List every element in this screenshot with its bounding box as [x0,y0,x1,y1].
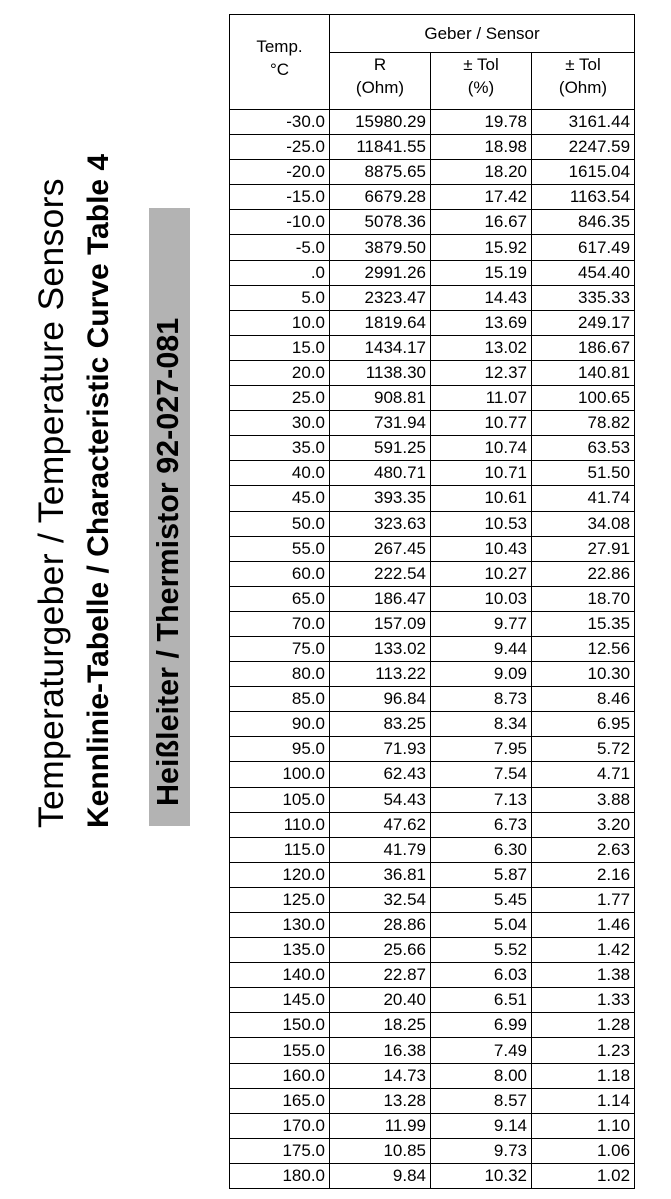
cell-temperature: 95.0 [230,737,330,762]
table-row [230,260,635,285]
table-row [230,185,635,210]
header-sensor-group: Geber / Sensor [330,15,635,53]
cell-tolerance-ohm: 1.14 [532,1088,635,1113]
cell-tolerance-ohm: 1.18 [532,1063,635,1088]
cell-temperature: 15.0 [230,335,330,360]
cell-resistance: 480.71 [330,461,431,486]
cell-temperature: 70.0 [230,611,330,636]
cell-tolerance-percent: 18.20 [431,160,532,185]
cell-tolerance-ohm: 8.46 [532,687,635,712]
cell-tolerance-ohm: 51.50 [532,461,635,486]
cell-temperature: 45.0 [230,486,330,511]
table-row [230,110,635,135]
cell-resistance: 28.86 [330,913,431,938]
cell-temperature: 125.0 [230,887,330,912]
cell-tolerance-percent: 9.14 [431,1113,532,1138]
table-row [230,837,635,862]
table-row [230,511,635,536]
cell-temperature: 10.0 [230,310,330,335]
cell-tolerance-ohm: 1.28 [532,1013,635,1038]
cell-tolerance-ohm: 22.86 [532,561,635,586]
cell-resistance: 1138.30 [330,360,431,385]
cell-resistance: 14.73 [330,1063,431,1088]
table-row [230,611,635,636]
header-tolerance-ohm [532,53,635,110]
cell-tolerance-ohm: 1.46 [532,913,635,938]
cell-temperature: 85.0 [230,687,330,712]
table-row [230,436,635,461]
cell-tolerance-ohm: 1163.54 [532,185,635,210]
header-tolo-label: ± Tol [565,55,601,74]
cell-tolerance-ohm: 2.63 [532,837,635,862]
cell-temperature: 90.0 [230,712,330,737]
cell-tolerance-ohm: 1.33 [532,988,635,1013]
cell-resistance: 3879.50 [330,235,431,260]
cell-tolerance-percent: 12.37 [431,360,532,385]
cell-tolerance-percent: 5.52 [431,938,532,963]
cell-resistance: 10.85 [330,1138,431,1163]
table-row [230,1013,635,1038]
table-row [230,913,635,938]
cell-tolerance-ohm: 10.30 [532,662,635,687]
cell-tolerance-ohm: 78.82 [532,411,635,436]
characteristic-curve-table [229,14,634,1199]
cell-temperature: 25.0 [230,386,330,411]
cell-tolerance-ohm: 34.08 [532,511,635,536]
cell-resistance: 20.40 [330,988,431,1013]
table-row [230,536,635,561]
cell-tolerance-ohm: 100.65 [532,386,635,411]
cell-resistance: 62.43 [330,762,431,787]
cell-tolerance-percent: 8.00 [431,1063,532,1088]
cell-tolerance-ohm: 3.88 [532,787,635,812]
cell-tolerance-percent: 13.69 [431,310,532,335]
cell-temperature: 100.0 [230,762,330,787]
cell-tolerance-percent: 10.74 [431,436,532,461]
table-row [230,235,635,260]
cell-tolerance-ohm: 249.17 [532,310,635,335]
cell-temperature: -10.0 [230,210,330,235]
table-row [230,1113,635,1138]
cell-tolerance-percent: 8.34 [431,712,532,737]
cell-resistance: 15980.29 [330,110,431,135]
cell-temperature: 35.0 [230,436,330,461]
cell-tolerance-ohm: 5.72 [532,737,635,762]
cell-tolerance-ohm: 186.67 [532,335,635,360]
cell-resistance: 113.22 [330,662,431,687]
cell-temperature: 50.0 [230,511,330,536]
cell-temperature: 20.0 [230,360,330,385]
cell-tolerance-percent: 5.45 [431,887,532,912]
header-tolp-unit: (%) [467,78,495,97]
cell-resistance: 2323.47 [330,285,431,310]
cell-tolerance-percent: 10.77 [431,411,532,436]
cell-tolerance-percent: 10.43 [431,536,532,561]
cell-temperature: 135.0 [230,938,330,963]
cell-tolerance-ohm: 1.02 [532,1163,635,1188]
cell-temperature: 60.0 [230,561,330,586]
table-row [230,160,635,185]
title-line-2: Kennlinie-Tabelle / Characteristic Curve Table 4 [82,153,115,828]
cell-temperature: -20.0 [230,160,330,185]
cell-tolerance-percent: 6.03 [431,963,532,988]
cell-resistance: 36.81 [330,862,431,887]
table-row [230,887,635,912]
cell-tolerance-ohm: 63.53 [532,436,635,461]
table-row [230,662,635,687]
table-row [230,762,635,787]
cell-resistance: 5078.36 [330,210,431,235]
cell-temperature: 155.0 [230,1038,330,1063]
cell-tolerance-ohm: 1.10 [532,1113,635,1138]
cell-temperature: -15.0 [230,185,330,210]
cell-tolerance-percent: 6.73 [431,812,532,837]
cell-tolerance-percent: 9.44 [431,636,532,661]
cell-resistance: 591.25 [330,436,431,461]
table-row [230,938,635,963]
cell-tolerance-ohm: 335.33 [532,285,635,310]
cell-tolerance-percent: 17.42 [431,185,532,210]
table-row [230,862,635,887]
table-body [230,110,635,1189]
cell-tolerance-percent: 19.78 [431,110,532,135]
table-row [230,386,635,411]
table-row [230,486,635,511]
cell-tolerance-percent: 14.43 [431,285,532,310]
table-row [230,561,635,586]
cell-tolerance-percent: 10.27 [431,561,532,586]
thermistor-label: Heißleiter / Thermistor 92-027-081 [151,317,185,806]
header-temp-unit: °C [269,60,290,79]
cell-tolerance-ohm: 2.16 [532,862,635,887]
cell-resistance: 908.81 [330,386,431,411]
cell-tolerance-percent: 9.73 [431,1138,532,1163]
cell-resistance: 25.66 [330,938,431,963]
cell-tolerance-ohm: 3.20 [532,812,635,837]
cell-resistance: 54.43 [330,787,431,812]
cell-resistance: 731.94 [330,411,431,436]
cell-tolerance-ohm: 15.35 [532,611,635,636]
cell-tolerance-percent: 11.07 [431,386,532,411]
cell-tolerance-ohm: 1615.04 [532,160,635,185]
cell-tolerance-ohm: 18.70 [532,586,635,611]
cell-temperature: 40.0 [230,461,330,486]
cell-tolerance-ohm: 454.40 [532,260,635,285]
header-resistance [330,53,431,110]
cell-tolerance-percent: 16.67 [431,210,532,235]
cell-resistance: 96.84 [330,687,431,712]
cell-tolerance-percent: 6.51 [431,988,532,1013]
cell-tolerance-ohm: 1.38 [532,963,635,988]
cell-resistance: 9.84 [330,1163,431,1188]
header-tolerance-percent [431,53,532,110]
table-row [230,737,635,762]
cell-tolerance-percent: 5.04 [431,913,532,938]
header-tolp-label: ± Tol [463,55,499,74]
cell-temperature: 145.0 [230,988,330,1013]
table-row [230,787,635,812]
cell-tolerance-ohm: 1.23 [532,1038,635,1063]
cell-resistance: 32.54 [330,887,431,912]
cell-resistance: 83.25 [330,712,431,737]
cell-temperature: 130.0 [230,913,330,938]
cell-temperature: 80.0 [230,662,330,687]
cell-tolerance-percent: 8.57 [431,1088,532,1113]
cell-tolerance-percent: 6.99 [431,1013,532,1038]
cell-tolerance-ohm: 1.42 [532,938,635,963]
cell-tolerance-ohm: 12.56 [532,636,635,661]
table-row [230,1038,635,1063]
table-row [230,335,635,360]
cell-temperature: .0 [230,260,330,285]
table-row [230,135,635,160]
table-row [230,687,635,712]
cell-tolerance-percent: 10.71 [431,461,532,486]
cell-temperature: 65.0 [230,586,330,611]
cell-temperature: -5.0 [230,235,330,260]
cell-temperature: 120.0 [230,862,330,887]
cell-tolerance-percent: 7.13 [431,787,532,812]
table-row [230,1063,635,1088]
table-row [230,360,635,385]
cell-resistance: 393.35 [330,486,431,511]
cell-tolerance-ohm: 617.49 [532,235,635,260]
header-r-label: R [373,55,387,74]
cell-resistance: 16.38 [330,1038,431,1063]
cell-resistance: 157.09 [330,611,431,636]
cell-resistance: 8875.65 [330,160,431,185]
cell-resistance: 47.62 [330,812,431,837]
cell-resistance: 11.99 [330,1113,431,1138]
cell-tolerance-percent: 9.09 [431,662,532,687]
table-row [230,586,635,611]
header-tolo-unit: (Ohm) [558,78,608,97]
cell-tolerance-percent: 18.98 [431,135,532,160]
cell-tolerance-ohm: 1.06 [532,1138,635,1163]
cell-temperature: 165.0 [230,1088,330,1113]
cell-tolerance-percent: 13.02 [431,335,532,360]
table-row [230,411,635,436]
cell-temperature: 75.0 [230,636,330,661]
cell-tolerance-percent: 7.49 [431,1038,532,1063]
table-row [230,310,635,335]
cell-tolerance-percent: 10.32 [431,1163,532,1188]
cell-tolerance-percent: 15.19 [431,260,532,285]
header-temp-label: Temp. [256,37,303,56]
cell-resistance: 323.63 [330,511,431,536]
cell-tolerance-percent: 9.77 [431,611,532,636]
table-row [230,285,635,310]
table-row [230,210,635,235]
cell-tolerance-ohm: 41.74 [532,486,635,511]
cell-temperature: 30.0 [230,411,330,436]
table-row [230,1138,635,1163]
cell-tolerance-percent: 8.73 [431,687,532,712]
cell-resistance: 71.93 [330,737,431,762]
cell-tolerance-ohm: 1.77 [532,887,635,912]
cell-tolerance-percent: 10.03 [431,586,532,611]
cell-temperature: 175.0 [230,1138,330,1163]
cell-resistance: 186.47 [330,586,431,611]
table-row [230,1088,635,1113]
header-temperature [230,15,330,110]
table-row [230,812,635,837]
table-row [230,636,635,661]
cell-resistance: 6679.28 [330,185,431,210]
cell-tolerance-ohm: 6.95 [532,712,635,737]
cell-tolerance-ohm: 4.71 [532,762,635,787]
cell-resistance: 11841.55 [330,135,431,160]
cell-resistance: 1434.17 [330,335,431,360]
cell-tolerance-percent: 10.53 [431,511,532,536]
cell-tolerance-percent: 7.95 [431,737,532,762]
cell-resistance: 1819.64 [330,310,431,335]
cell-temperature: 140.0 [230,963,330,988]
cell-temperature: 110.0 [230,812,330,837]
cell-temperature: 5.0 [230,285,330,310]
cell-tolerance-percent: 15.92 [431,235,532,260]
cell-tolerance-percent: 5.87 [431,862,532,887]
cell-temperature: -30.0 [230,110,330,135]
cell-resistance: 18.25 [330,1013,431,1038]
cell-tolerance-ohm: 140.81 [532,360,635,385]
cell-temperature: 55.0 [230,536,330,561]
table-row [230,963,635,988]
cell-tolerance-percent: 10.61 [431,486,532,511]
cell-temperature: 150.0 [230,1013,330,1038]
cell-temperature: 115.0 [230,837,330,862]
cell-resistance: 13.28 [330,1088,431,1113]
table-row [230,1163,635,1188]
cell-resistance: 41.79 [330,837,431,862]
title-line-1: Temperaturgeber / Temperature Sensors [31,178,71,828]
cell-temperature: -25.0 [230,135,330,160]
table-row [230,461,635,486]
cell-tolerance-ohm: 2247.59 [532,135,635,160]
header-r-unit: (Ohm) [355,78,405,97]
cell-temperature: 180.0 [230,1163,330,1188]
cell-resistance: 133.02 [330,636,431,661]
cell-resistance: 22.87 [330,963,431,988]
cell-temperature: 105.0 [230,787,330,812]
table-row [230,988,635,1013]
cell-resistance: 267.45 [330,536,431,561]
cell-tolerance-percent: 7.54 [431,762,532,787]
table-row [230,712,635,737]
cell-temperature: 160.0 [230,1063,330,1088]
cell-resistance: 222.54 [330,561,431,586]
cell-temperature: 170.0 [230,1113,330,1138]
cell-resistance: 2991.26 [330,260,431,285]
cell-tolerance-ohm: 3161.44 [532,110,635,135]
cell-tolerance-ohm: 846.35 [532,210,635,235]
cell-tolerance-ohm: 27.91 [532,536,635,561]
cell-tolerance-percent: 6.30 [431,837,532,862]
